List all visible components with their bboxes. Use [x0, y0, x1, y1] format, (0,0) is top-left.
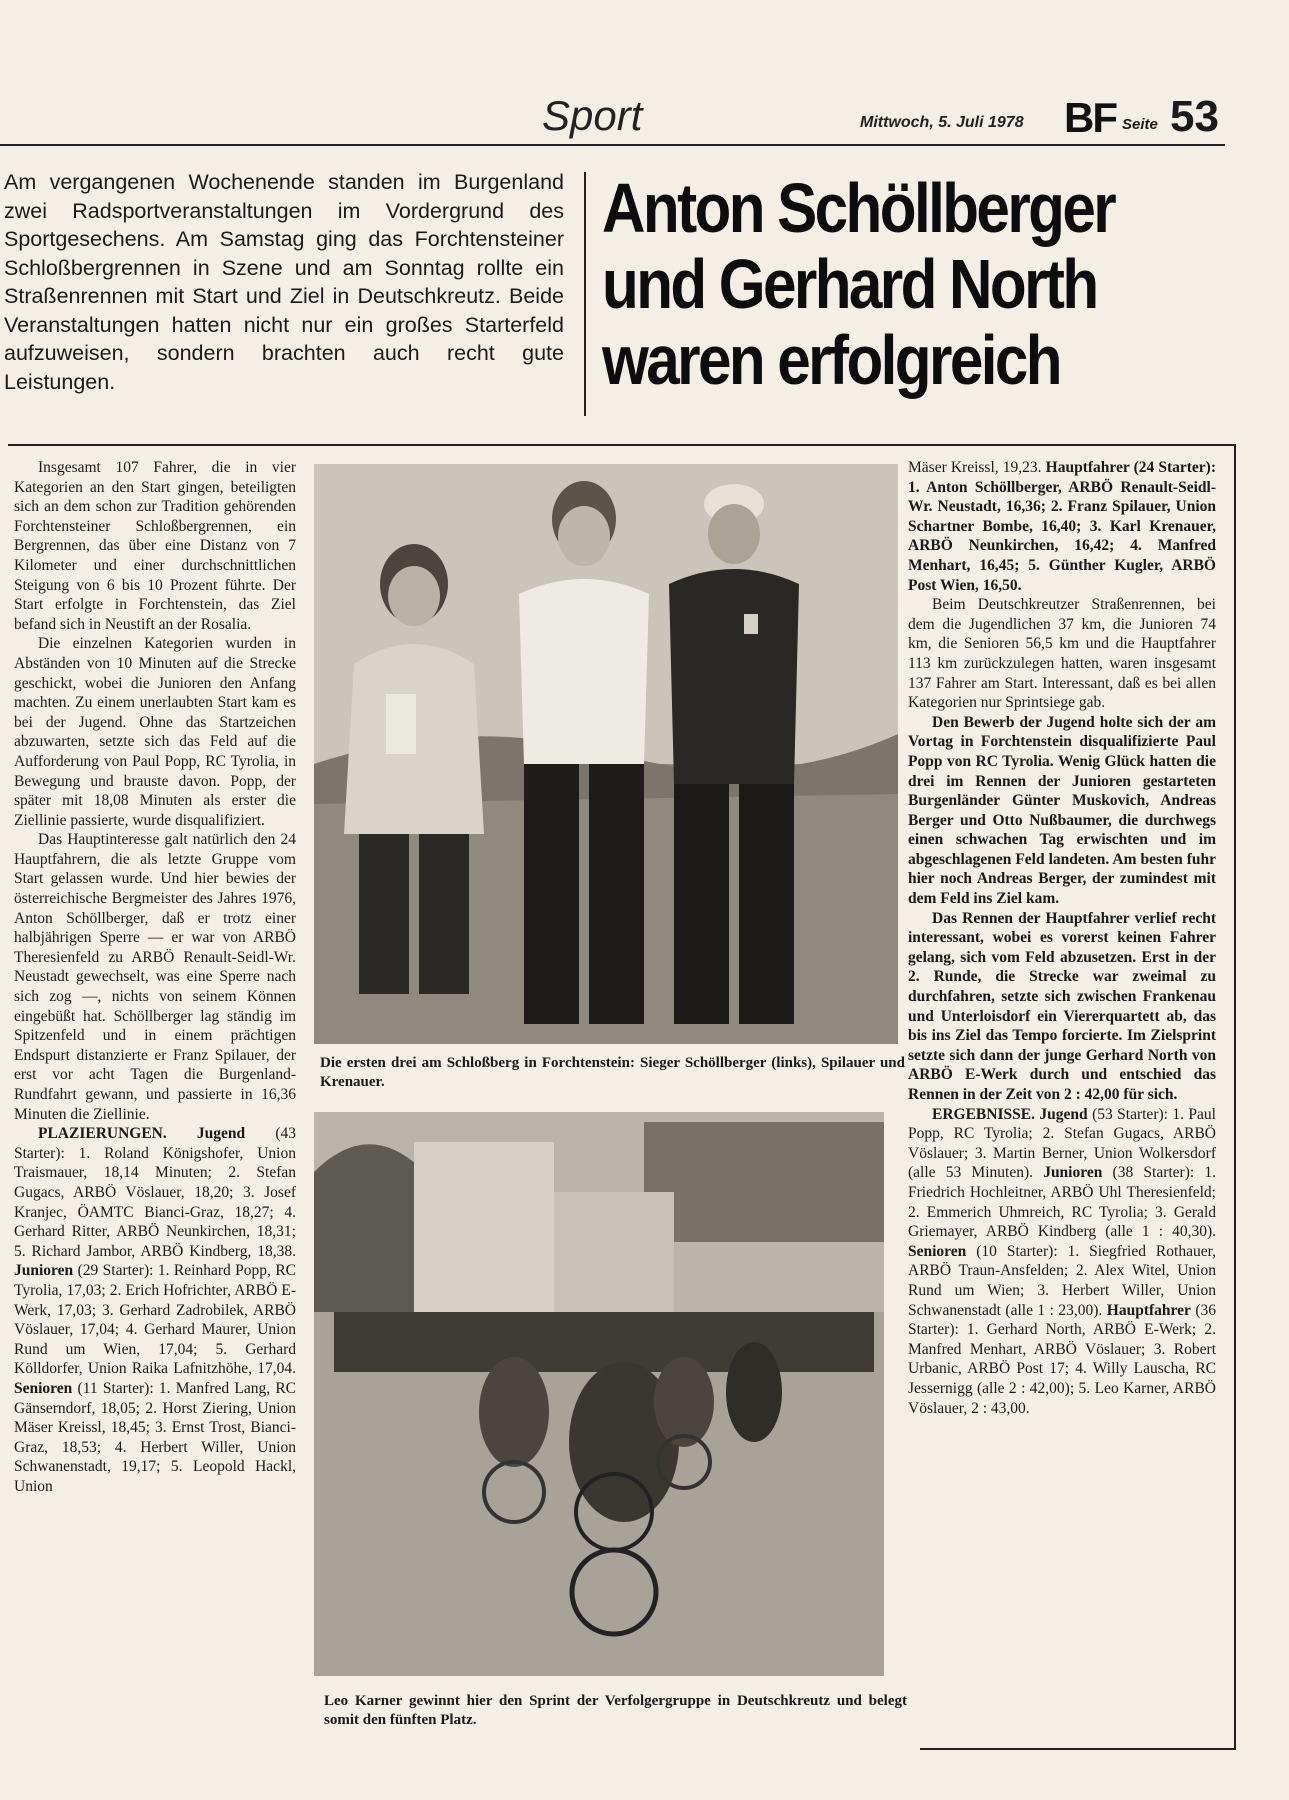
box-border-right — [1234, 444, 1236, 1750]
category-junioren: Junioren — [1043, 1164, 1103, 1182]
section-title: Sport — [542, 92, 643, 139]
results-text: (43 Starter): 1. Roland Königshofer, Union Traismauer, 18,14 Minuten; 2. Stefan Gugacs, ARBÖ Vöslauer, 18,20; 3. Josef Kranjec, ÖAMTC Bianci-Graz, 18,27; 4. Gerhard Ritter, ARBÖ Neunkirchen, 18,31; 5. Richard Jambor, ARBÖ Kindberg, 18,38. — [14, 1125, 297, 1260]
paragraph: Das Rennen der Hauptfahrer verlief recht interessant, wobei es vorerst keinen Fahrer gelang, sich vom Feld abzusetzen. Erst in der 2. Runde, die Strecke war zweimal zu durchfahren, setzte sich zwischen Frankenau und Unterloisdorf ein Viererquartett ab, das bis ins Ziel das Tempo forcierte. Im Zielsprint setzte sich dann der junge Gerhard North von ARBÖ E-Werk durch und entschied das Rennen in der Zeit von 2 : 42,00 für sich. — [908, 909, 1216, 1103]
issue-date: Mittwoch, 5. Juli 1978 — [860, 114, 1024, 131]
results-paragraph — [908, 1105, 1216, 1419]
paragraph: Die einzelnen Kategorien wurden in Abständen von 10 Minuten auf die Strecke geschickt, wobei die Junioren den Anfang machten. Zu einem unerlaubten Start kam es bei der Jugend. Ohne das Startzeichen abzuwarten, setzte sich das Feld auf die Aufforderung von Paul Popp, RC Tyrolia, in Bewegung und brauste davon. Popp, der später mit 18,08 Minuten als erster die Ziellinie passierte, wurde disqualifiziert. — [14, 635, 296, 829]
article-column-right — [908, 458, 1216, 1418]
results-text: (11 Starter): 1. Manfred Lang, RC Gänserndorf, 18,05; 2. Horst Ziering, Union Mäser Kreissl, 18,45; 3. Ernst Trost, Bianci-Graz, 18,53; 4. Herbert Willer, Union Schwanenstadt, 19,17; 5. Leopold Hackl, Union — [14, 1379, 297, 1495]
category-senioren: Senioren — [908, 1242, 967, 1260]
race-photo — [314, 1112, 884, 1676]
results-text: (53 Starter): 1. Paul Popp, RC Tyrolia; 2. Stefan Gugacs, ARBÖ Vöslauer; 3. Martin Berner, Union Wolkersdorf (alle 53 Minuten). — [908, 1105, 1216, 1182]
results-text: (36 Starter): 1. Gerhard North, ARBÖ E-Werk; 2. Manfred Menhart, ARBÖ Vöslauer; 3. Robert Urbanic, ARBÖ Post 17; 4. Willy Lauscha, RC Jessernigg (alle 2 : 42,00); 5. Leo Karner, ARBÖ Vöslauer, 2 : 43,00. — [908, 1301, 1217, 1417]
page-number: 53 — [1170, 92, 1219, 141]
results-text: Mäser Kreissl, 19,23. — [908, 459, 1042, 476]
results-heading: ERGEBNISSE. Jugend — [932, 1105, 1088, 1123]
divider-horizontal — [8, 444, 1236, 446]
headline-line-2: und Gerhard North — [602, 245, 1097, 323]
headline — [602, 170, 1144, 398]
results-paragraph — [14, 1124, 296, 1496]
paragraph: Beim Deutschkreutzer Straßenrennen, bei dem die Jugendlichen 37 km, die Junioren 74 km, die Senioren 56,5 km und die Hauptfahrer 113 km zurückzulegen hatten, waren insgesamt 137 Fahrer am Start. Interessant, daß es bei allen Kategorien nur Sprintsiege gab. — [908, 596, 1216, 712]
results-hauptfahrer: Hauptfahrer (24 Starter): 1. Anton Schöllberger, ARBÖ Renault-Seidl-Wr. Neustadt, 16,36; 2. Franz Spilauer, Union Schartner Bombe, 16,40; 3. Karl Krenauer, ARBÖ Neunkirchen, 16,42; 4. Manfred Menhart, 16,45; 5. Günther Kugler, ARBÖ Post Wien, 16,50. — [908, 459, 1217, 594]
divider-vertical — [584, 172, 586, 416]
results-text: (10 Starter): 1. Siegfried Rothauer, ARBÖ Traun-Ansfelden; 2. Alex Witel, Union Rund um Wien; 3. Herbert Willer, Union Schwanenstadt (alle 1 : 23,00). — [908, 1242, 1216, 1319]
photo-caption: Leo Karner gewinnt hier den Sprint der Verfolgergruppe in Deutschkreutz und belegt somit den fünften Platz. — [324, 1693, 907, 1728]
results-text: (38 Starter): 1. Friedrich Hochleitner, ARBÖ Uhl Theresienfeld; 2. Emmerich Uhmreich, RC Tyrolia; 3. Gerald Griemayer, ARBÖ Kindberg (alle 1 : 40,30). — [908, 1164, 1217, 1241]
results-paragraph — [908, 458, 1216, 595]
intro-paragraph: Am vergangenen Wochenende standen im Burgenland zwei Radsportveranstaltungen im Vordergrund des Sportgesechens. Am Samstag ging das Forchtensteiner Schloßbergrennen in Szene und am Sonntag rollte ein Straßenrennen mit Start und Ziel in Deutschkreutz. Beide Veranstaltungen hatten nicht nur ein großes Starterfeld aufzuweisen, sondern brachten auch recht gute Leistungen. — [4, 170, 564, 394]
article-column-left — [14, 458, 296, 1496]
paragraph: Das Hauptinteresse galt natürlich den 24 Hauptfahrern, die als letzte Gruppe vom Start gelassen wurde. Und hier bewies der österreichische Bergmeister des Jahres 1976, Anton Schöllberger, daß er trotz einer halbjährigen Sperre — er war von ARBÖ Theresienfeld zu ARBÖ Renault-Seidl-Wr. Neustadt gewechselt, was eine Sperre nach sich zog —, nichts von seinem Können eingebüßt hat. Schöllberger lag ständig im Spitzenfeld und in einem prächtigen Endspurt distanzierte er Franz Spilauer, der erst vor acht Tagen die Burgenland-Rundfahrt gewann, und passierte in 16,36 Minuten die Ziellinie. — [14, 831, 296, 1123]
category-junioren: Junioren — [14, 1262, 74, 1280]
results-text: (29 Starter): 1. Reinhard Popp, RC Tyrolia, 17,03; 2. Erich Hofrichter, ARBÖ E-Werk, 17,03; 3. Gerhard Zadrobilek, ARBÖ Vöslauer, 17,04; 4. Gerhard Maurer, Union Rund um Wien, 17,04; 5. Gerhard Kölldorfer, Union Raika Lafnitzhöhe, 17,04. — [14, 1262, 296, 1378]
paragraph: Insgesamt 107 Fahrer, die in vier Kategorien an den Start gingen, beteiligten sich an dem schon zur Tradition gehörenden Forchtensteiner Schloßbergrennen, ein Bergrennen, das über eine Distanz von 7 Kilometer und einer durchschnittlichen Steigung von 6 bis 10 Prozent führte. Der Start erfolgte in Forchtenstein, das Ziel befand sich in Neustift an der Rosalia. — [14, 459, 296, 633]
results-heading: PLAZIERUNGEN. Jugend — [38, 1125, 246, 1143]
newspaper-logo: BF — [1064, 94, 1116, 141]
category-senioren: Senioren — [14, 1379, 73, 1397]
headline-line-3: waren erfolgreich — [602, 321, 1060, 399]
category-hauptfahrer: Hauptfahrer — [1106, 1301, 1191, 1319]
headline-line-1: Anton Schöllberger — [602, 169, 1115, 247]
podium-photo — [314, 464, 898, 1044]
page-label: Seite — [1122, 116, 1158, 133]
paragraph: Den Bewerb der Jugend holte sich der am Vortag in Forchtenstein disqualifizierte Paul Popp von RC Tyrolia. Wenig Glück hatten die drei im Rennen der Junioren gestarteten Burgenländer Günter Muskovich, Andreas Berger und Otto Nußbaumer, die durchwegs einen schwachen Tag erwischten und im abgeschlagenen Feld landeten. Am besten fuhr hier noch Andreas Berger, der zumindest mit dem Feld ins Ziel kam. — [908, 713, 1216, 908]
photo-caption: Die ersten drei am Schloßberg in Forchtenstein: Sieger Schöllberger (links), Spilauer und Krenauer. — [320, 1055, 905, 1090]
box-border-bottom — [920, 1748, 1236, 1750]
page-header — [0, 88, 1225, 146]
